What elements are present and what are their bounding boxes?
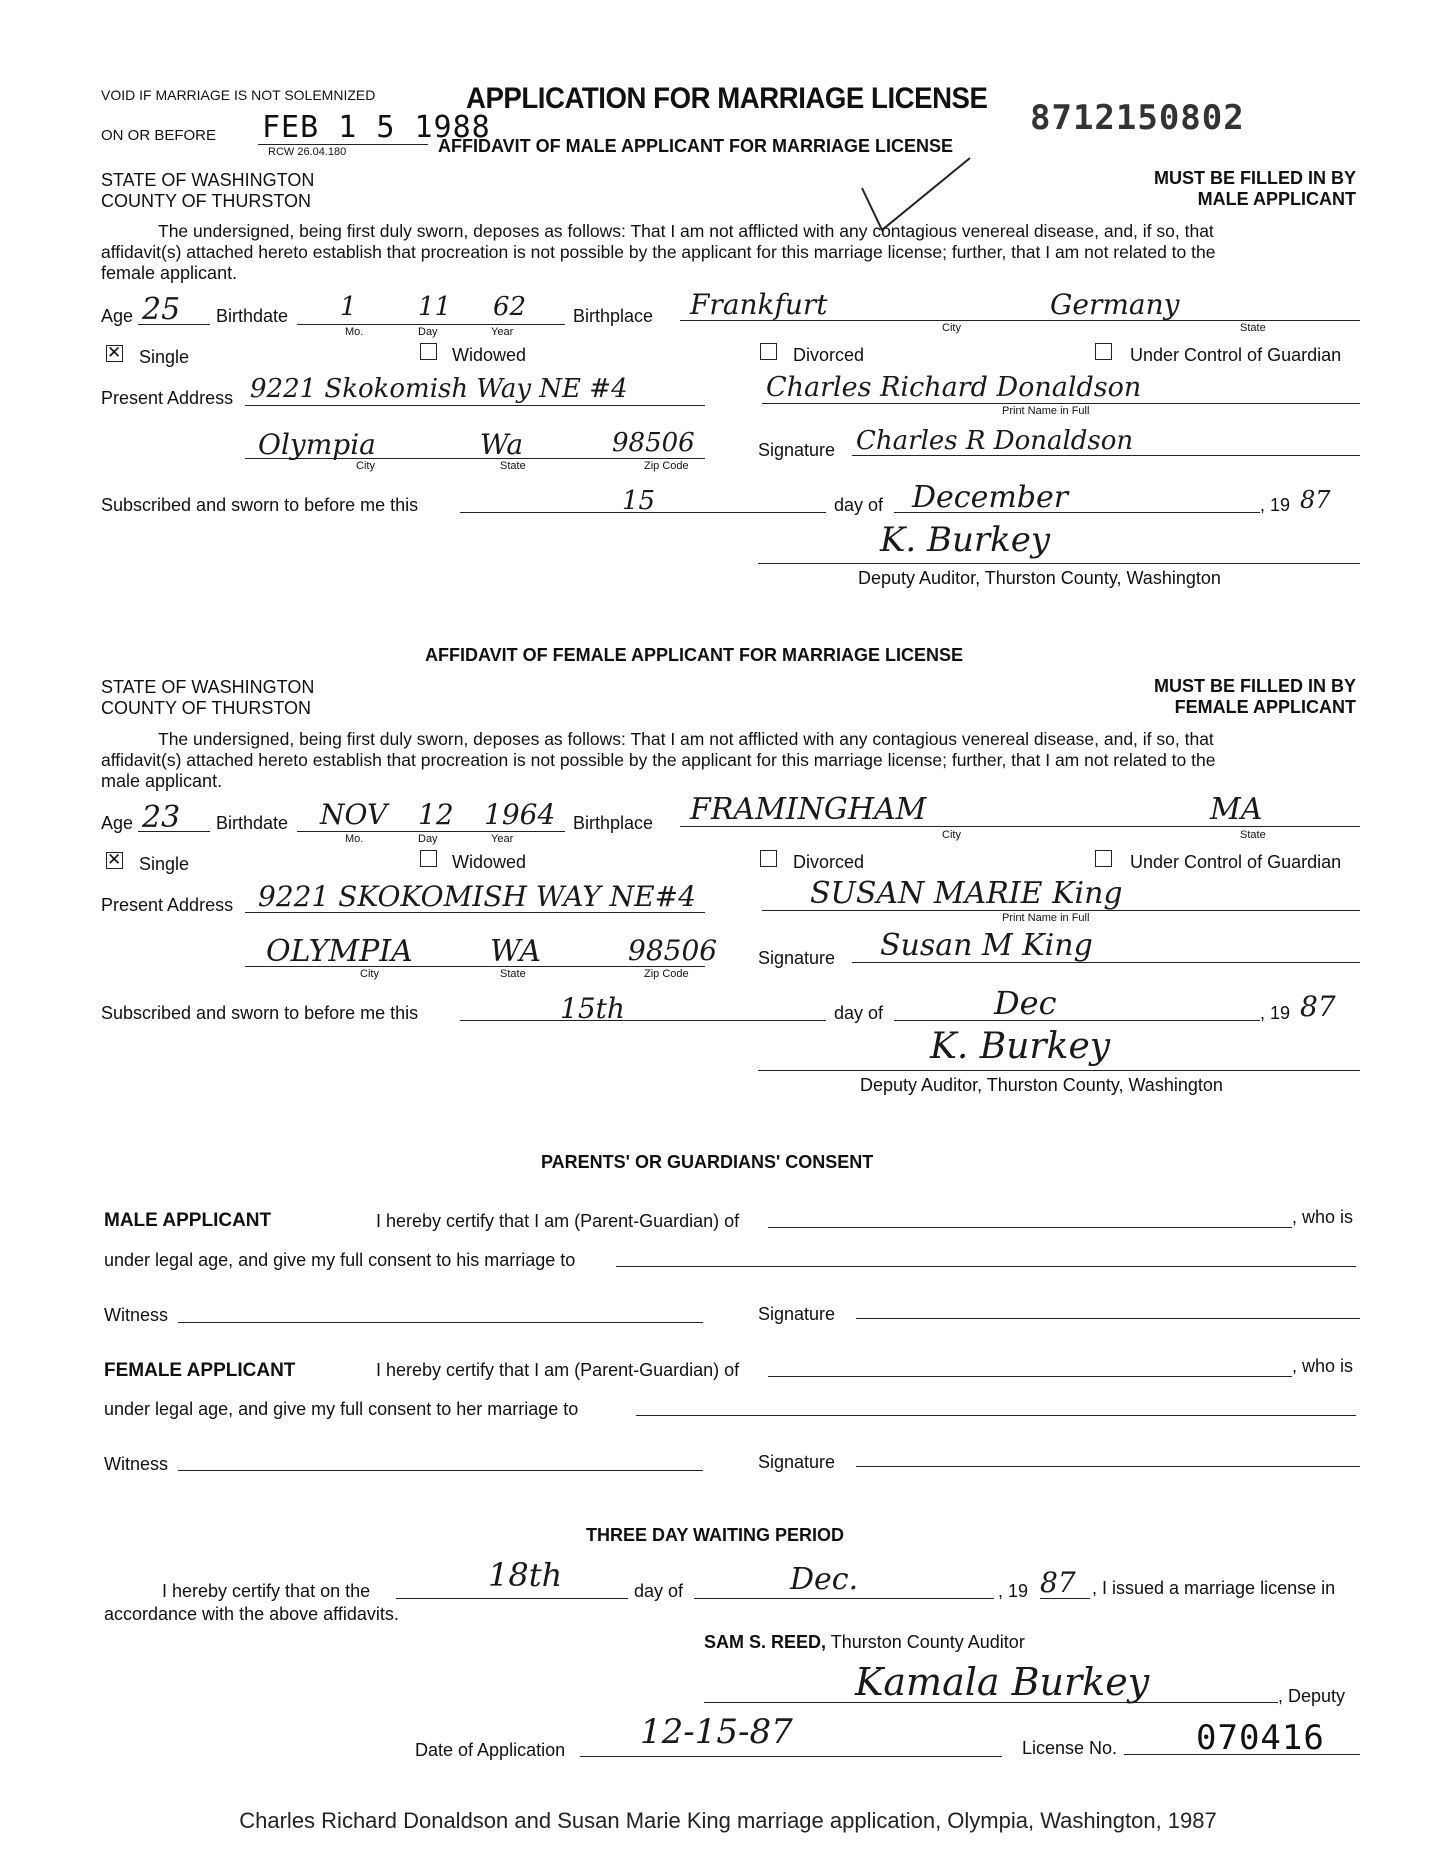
- male-year-caption: Year: [491, 326, 514, 338]
- female-state-caption: State: [1240, 829, 1266, 841]
- female-sworn-label: Subscribed and sworn to before me this: [101, 1003, 419, 1023]
- female-state: STATE OF WASHINGTON: [101, 677, 315, 697]
- male-print-name-caption: Print Name in Full: [1002, 405, 1090, 417]
- male-deputy-label: Deputy Auditor, Thurston County, Washington: [858, 568, 1221, 588]
- male-single-checkbox[interactable]: [106, 345, 123, 362]
- male-zip-caption: Zip Code: [644, 460, 689, 472]
- male-age-label: Age: [101, 306, 134, 326]
- female-day-caption: Day: [418, 833, 438, 845]
- female-sworn-month: Dec: [994, 984, 1057, 1022]
- female-state-caption-2: State: [500, 968, 526, 980]
- waiting-heading: THREE DAY WAITING PERIOD: [586, 1525, 845, 1545]
- consent-female-certify: I hereby certify that I am (Parent-Guardian) of: [376, 1360, 740, 1380]
- female-birthdate-label: Birthdate: [216, 813, 289, 833]
- male-sworn-label: Subscribed and sworn to before me this: [101, 495, 419, 515]
- male-sworn-day: 15: [622, 486, 656, 516]
- consent-male-label: MALE APPLICANT: [104, 1210, 272, 1231]
- waiting-deputy-label: , Deputy: [1278, 1686, 1346, 1706]
- male-birthdate-label: Birthdate: [216, 306, 289, 326]
- female-widowed-checkbox[interactable]: [420, 850, 437, 867]
- document-caption: Charles Richard Donaldson and Susan Marie King marriage application, Olympia, Washington, 1987: [239, 1808, 1217, 1833]
- female-birth-year: 1964: [484, 798, 556, 831]
- male-mo-caption: Mo.: [345, 326, 364, 338]
- consent-female-signature-label: Signature: [758, 1452, 836, 1472]
- female-city-caption: City: [942, 829, 961, 841]
- female-address-value: 9221 SKOKOMISH WAY NE#4: [258, 880, 696, 913]
- male-county: COUNTY OF THURSTON: [101, 191, 312, 211]
- waiting-accordance-text: accordance with the above affidavits.: [104, 1604, 399, 1624]
- female-oath-line-1: The undersigned, being first duly sworn, deposes as follows: That I am not afflicted with any contagious venereal disease, and, if so, that: [158, 729, 1214, 749]
- void-label: VOID IF MARRIAGE IS NOT SOLEMNIZED: [101, 87, 376, 103]
- male-state-value: Wa: [480, 428, 524, 461]
- male-guardian-label: Under Control of Guardian: [1130, 345, 1342, 365]
- waiting-day-value: 18th: [488, 1556, 563, 1594]
- male-state: STATE OF WASHINGTON: [101, 170, 315, 190]
- male-deputy-signature: K. Burkey: [880, 520, 1051, 560]
- waiting-certify-on: I hereby certify that on the: [162, 1581, 371, 1601]
- consent-female-label: FEMALE APPLICANT: [104, 1360, 296, 1381]
- male-must-fill-1: MUST BE FILLED IN BY: [1154, 168, 1356, 188]
- serial-number-stamp: 8712150802: [1030, 98, 1245, 138]
- male-year-prefix: , 19: [1260, 495, 1291, 515]
- male-single-label: Single: [139, 347, 190, 367]
- consent-male-who-is: , who is: [1292, 1207, 1354, 1227]
- female-print-name: SUSAN MARIE King: [810, 876, 1123, 911]
- male-oath-line-2: affidavit(s) attached hereto establish that procreation is not possible by the applicant for this marriage license; further, that I am not related to the: [101, 242, 1216, 262]
- female-mo-caption: Mo.: [345, 833, 364, 845]
- male-divorced-label: Divorced: [793, 345, 865, 365]
- date-of-application-label: Date of Application: [415, 1740, 566, 1760]
- consent-female-legal-age: under legal age, and give my full consent to her marriage to: [104, 1399, 579, 1419]
- male-birth-year: 62: [493, 292, 527, 322]
- consent-male-witness-label: Witness: [104, 1305, 169, 1325]
- female-affidavit-heading: AFFIDAVIT OF FEMALE APPLICANT FOR MARRIAGE LICENSE: [425, 645, 963, 665]
- male-oath-line-3: female applicant.: [101, 263, 238, 283]
- on-before-label: ON OR BEFORE: [101, 127, 217, 144]
- female-county: COUNTY OF THURSTON: [101, 698, 312, 718]
- waiting-issued-text: , I issued a marriage license in: [1092, 1578, 1336, 1598]
- auditor-name: SAM S. REED,: [704, 1632, 827, 1652]
- male-birth-city: Frankfurt: [690, 288, 828, 321]
- male-birth-month: 1: [340, 292, 357, 322]
- female-single-label: Single: [139, 854, 190, 874]
- male-sworn-year: 87: [1300, 486, 1331, 514]
- male-divorced-checkbox[interactable]: [760, 343, 777, 360]
- waiting-day-of-label: day of: [634, 1581, 684, 1601]
- waiting-month-value: Dec.: [790, 1562, 859, 1597]
- consent-male-certify: I hereby certify that I am (Parent-Guardian) of: [376, 1211, 740, 1231]
- male-birthplace-label: Birthplace: [573, 306, 654, 326]
- female-address-label: Present Address: [101, 895, 234, 915]
- consent-female-witness-label: Witness: [104, 1454, 169, 1474]
- female-widowed-label: Widowed: [452, 852, 527, 872]
- female-deputy-label: Deputy Auditor, Thurston County, Washington: [860, 1075, 1223, 1095]
- female-signature-label: Signature: [758, 948, 836, 968]
- male-birth-day: 11: [418, 292, 452, 322]
- female-must-fill-1: MUST BE FILLED IN BY: [1154, 676, 1356, 696]
- female-oath-line-3: male applicant.: [101, 771, 223, 791]
- female-oath-line-2: affidavit(s) attached hereto establish that procreation is not possible by the applicant for this marriage license; further, that I am not related to the: [101, 750, 1216, 770]
- male-signature-label: Signature: [758, 440, 836, 460]
- void-date-stamp: FEB 1 5 1988: [262, 110, 491, 145]
- female-print-name-caption: Print Name in Full: [1002, 912, 1090, 924]
- female-single-checkbox[interactable]: [106, 852, 123, 869]
- waiting-year-value: 87: [1040, 1566, 1076, 1599]
- female-divorced-label: Divorced: [793, 852, 865, 872]
- male-day-caption: Day: [418, 326, 438, 338]
- male-age-value: 25: [142, 292, 181, 327]
- date-of-application-value: 12-15-87: [640, 1712, 793, 1752]
- male-birth-state: Germany: [1050, 288, 1180, 321]
- female-year-caption: Year: [491, 833, 514, 845]
- female-divorced-checkbox[interactable]: [760, 850, 777, 867]
- female-birth-day: 12: [418, 798, 454, 831]
- male-state-caption: State: [1240, 322, 1266, 334]
- male-must-fill-2: MALE APPLICANT: [1197, 189, 1356, 209]
- waiting-deputy-signature: Kamala Burkey: [855, 1660, 1150, 1704]
- male-signature: Charles R Donaldson: [856, 426, 1134, 456]
- license-number-label: License No.: [1022, 1738, 1118, 1758]
- male-zip-value: 98506: [612, 428, 695, 458]
- female-city-value: OLYMPIA: [266, 934, 413, 969]
- female-year-prefix: , 19: [1260, 1003, 1291, 1023]
- male-widowed-checkbox[interactable]: [420, 343, 437, 360]
- female-guardian-checkbox[interactable]: [1095, 850, 1112, 867]
- male-guardian-checkbox[interactable]: [1095, 343, 1112, 360]
- male-print-name: Charles Richard Donaldson: [766, 372, 1142, 403]
- rcw-reference: RCW 26.04.180: [268, 146, 347, 158]
- consent-male-signature-label: Signature: [758, 1304, 836, 1324]
- male-widowed-label: Widowed: [452, 345, 527, 365]
- male-state-caption-2: State: [500, 460, 526, 472]
- male-affidavit-subtitle: AFFIDAVIT OF MALE APPLICANT FOR MARRIAGE LICENSE: [438, 136, 953, 156]
- female-birth-city: FRAMINGHAM: [690, 792, 927, 827]
- female-birth-state: MA: [1210, 792, 1263, 827]
- waiting-year-prefix: , 19: [998, 1581, 1029, 1601]
- auditor-title: Thurston County Auditor: [826, 1632, 1025, 1652]
- male-sworn-month: December: [912, 480, 1069, 515]
- female-state-value: WA: [490, 934, 542, 969]
- page-title: APPLICATION FOR MARRIAGE LICENSE: [466, 82, 988, 115]
- consent-heading: PARENTS' OR GUARDIANS' CONSENT: [541, 1152, 874, 1172]
- female-deputy-signature: K. Burkey: [930, 1026, 1111, 1067]
- female-age-label: Age: [101, 813, 134, 833]
- male-day-of-label: day of: [834, 495, 884, 515]
- consent-male-legal-age: under legal age, and give my full consent to his marriage to: [104, 1250, 576, 1270]
- male-address-label: Present Address: [101, 388, 234, 408]
- female-birth-month: NOV: [320, 798, 388, 831]
- consent-female-who-is: , who is: [1292, 1356, 1354, 1376]
- female-birthplace-label: Birthplace: [573, 813, 654, 833]
- female-day-of-label: day of: [834, 1003, 884, 1023]
- female-zip-value: 98506: [628, 934, 718, 967]
- male-city-caption: City: [942, 322, 961, 334]
- auditor-line: [704, 1632, 1025, 1653]
- male-city-value: Olympia: [258, 428, 376, 461]
- female-sworn-day: 15th: [560, 992, 625, 1025]
- female-signature: Susan M King: [880, 928, 1093, 963]
- male-address-value: 9221 Skokomish Way NE #4: [250, 374, 628, 404]
- female-city-caption-2: City: [360, 968, 379, 980]
- female-must-fill-2: FEMALE APPLICANT: [1174, 697, 1356, 717]
- female-guardian-label: Under Control of Guardian: [1130, 852, 1342, 872]
- female-age-value: 23: [142, 800, 181, 835]
- female-zip-caption: Zip Code: [644, 968, 689, 980]
- male-oath-line-1: The undersigned, being first duly sworn, deposes as follows: That I am not afflicted with any contagious venereal disease, and, if so, that: [158, 221, 1214, 241]
- male-city-caption-2: City: [356, 460, 375, 472]
- female-sworn-year: 87: [1300, 990, 1336, 1023]
- license-number-value: 070416: [1196, 1718, 1325, 1758]
